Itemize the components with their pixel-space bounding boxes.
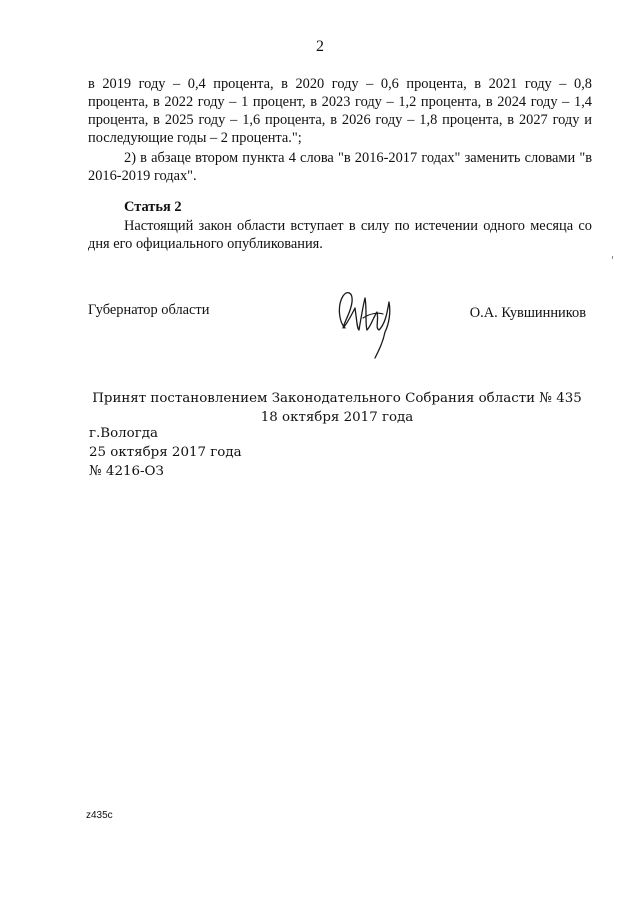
law-metadata bbox=[89, 424, 242, 481]
amendment-item-2: 2) в абзаце втором пункта 4 слова "в 2016-2017 годах" заменить словами "в 2016-2019 годах". bbox=[88, 150, 592, 184]
adoption-line-1: Принят постановлением Законодательного Собрания области № 435 bbox=[92, 391, 582, 406]
scan-artifact bbox=[612, 256, 613, 259]
signature-block bbox=[88, 300, 592, 370]
article-2-heading: Статья 2 bbox=[124, 199, 182, 215]
meta-number: № 4216-ОЗ bbox=[89, 464, 164, 479]
handwritten-signature bbox=[333, 284, 403, 360]
footer-code: z435c bbox=[86, 810, 113, 821]
adoption-note bbox=[0, 389, 640, 427]
governor-name: О.А. Кувшинников bbox=[469, 305, 586, 321]
page-number: 2 bbox=[316, 38, 324, 55]
meta-date: 25 октября 2017 года bbox=[89, 445, 242, 460]
article-2-text: Настоящий закон области вступает в силу по истечении одного месяца со дня его официального опубликования. bbox=[88, 218, 592, 252]
governor-title: Губернатор области bbox=[88, 302, 210, 318]
meta-city: г.Вологда bbox=[89, 426, 158, 441]
amendment-continuation: в 2019 году – 0,4 процента, в 2020 году – 0,6 процента, в 2021 году – 0,8 процента, в 2022 году – 1 процент, в 2023 году – 1,2 процента, в 2024 году – 1,4 процента, в 2025 году – 1,6 процента, в 2026 году – 1,8 процента, в 2027 году и последующие годы – 2 процента."; bbox=[88, 76, 592, 146]
adoption-line-2: 18 октября 2017 года bbox=[260, 410, 414, 425]
